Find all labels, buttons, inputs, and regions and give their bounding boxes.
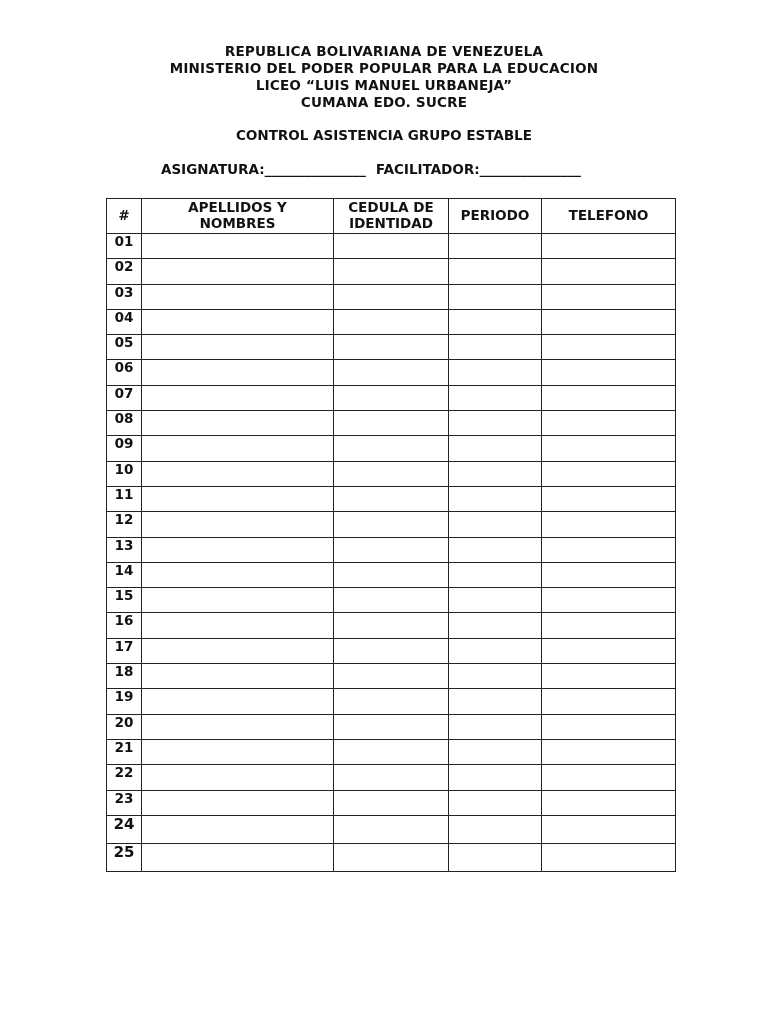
- cell-phone: [542, 411, 676, 436]
- cell-id-card: [334, 436, 449, 461]
- document-title: CONTROL ASISTENCIA GRUPO ESTABLE: [236, 128, 532, 144]
- cell-names: [142, 512, 334, 537]
- cell-period: [449, 234, 542, 259]
- cell-phone: [542, 486, 676, 511]
- header-id-line2: IDENTIDAD: [349, 216, 433, 232]
- table-row: [107, 664, 676, 689]
- cell-phone: [542, 360, 676, 385]
- cell-phone: [542, 335, 676, 360]
- table-row: [107, 562, 676, 587]
- cell-names: [142, 385, 334, 410]
- cell-phone: [542, 765, 676, 790]
- table-row: [107, 613, 676, 638]
- cell-phone: [542, 512, 676, 537]
- cell-id-card: [334, 486, 449, 511]
- cell-phone: [542, 588, 676, 613]
- cell-names: [142, 461, 334, 486]
- row-number: 24: [107, 815, 142, 843]
- cell-names: [142, 739, 334, 764]
- form-fields-line: [161, 162, 581, 179]
- cell-phone: [542, 537, 676, 562]
- cell-phone: [542, 284, 676, 309]
- header-line-school: LICEO “LUIS MANUEL URBANEJA”: [255, 78, 513, 94]
- cell-period: [449, 613, 542, 638]
- cell-id-card: [334, 689, 449, 714]
- cell-names: [142, 638, 334, 663]
- cell-id-card: [334, 461, 449, 486]
- cell-names: [142, 284, 334, 309]
- row-number: 19: [107, 689, 142, 714]
- cell-names: [142, 436, 334, 461]
- row-number: 04: [107, 309, 142, 334]
- cell-id-card: [334, 638, 449, 663]
- row-number: 06: [107, 360, 142, 385]
- cell-id-card: [334, 790, 449, 815]
- table-row: [107, 739, 676, 764]
- table-row: [107, 588, 676, 613]
- row-number: 17: [107, 638, 142, 663]
- cell-period: [449, 664, 542, 689]
- cell-period: [449, 486, 542, 511]
- cell-period: [449, 689, 542, 714]
- cell-period: [449, 638, 542, 663]
- row-number: 14: [107, 562, 142, 587]
- cell-names: [142, 309, 334, 334]
- cell-names: [142, 790, 334, 815]
- row-number: 02: [107, 259, 142, 284]
- cell-period: [449, 843, 542, 871]
- table-header-row: [107, 199, 676, 234]
- cell-phone: [542, 562, 676, 587]
- row-number: 21: [107, 739, 142, 764]
- cell-names: [142, 843, 334, 871]
- row-number: 20: [107, 714, 142, 739]
- document-header: [0, 44, 768, 112]
- cell-period: [449, 385, 542, 410]
- cell-id-card: [334, 815, 449, 843]
- row-number: 03: [107, 284, 142, 309]
- cell-period: [449, 512, 542, 537]
- header-line-ministry: MINISTERIO DEL PODER POPULAR PARA LA EDUCACION: [169, 61, 599, 77]
- cell-phone: [542, 664, 676, 689]
- cell-id-card: [334, 259, 449, 284]
- table-row: [107, 790, 676, 815]
- table-row: [107, 638, 676, 663]
- row-number: 18: [107, 664, 142, 689]
- cell-id-card: [334, 411, 449, 436]
- cell-phone: [542, 714, 676, 739]
- table-row: [107, 815, 676, 843]
- table-row: [107, 360, 676, 385]
- cell-names: [142, 714, 334, 739]
- cell-period: [449, 309, 542, 334]
- cell-phone: [542, 790, 676, 815]
- cell-id-card: [334, 765, 449, 790]
- cell-period: [449, 790, 542, 815]
- cell-id-card: [334, 714, 449, 739]
- row-number: 08: [107, 411, 142, 436]
- cell-id-card: [334, 843, 449, 871]
- cell-names: [142, 234, 334, 259]
- cell-period: [449, 537, 542, 562]
- cell-id-card: [334, 309, 449, 334]
- cell-names: [142, 765, 334, 790]
- table-row: [107, 765, 676, 790]
- cell-names: [142, 537, 334, 562]
- cell-phone: [542, 739, 676, 764]
- row-number: 12: [107, 512, 142, 537]
- row-number: 05: [107, 335, 142, 360]
- table-row: [107, 436, 676, 461]
- cell-phone: [542, 815, 676, 843]
- header-phone: TELEFONO: [542, 199, 676, 234]
- cell-id-card: [334, 588, 449, 613]
- cell-period: [449, 815, 542, 843]
- cell-id-card: [334, 664, 449, 689]
- table-row: [107, 486, 676, 511]
- cell-names: [142, 664, 334, 689]
- header-line-city: CUMANA EDO. SUCRE: [300, 95, 468, 111]
- table-row: [107, 714, 676, 739]
- row-number: 11: [107, 486, 142, 511]
- cell-names: [142, 360, 334, 385]
- table-row: [107, 259, 676, 284]
- table-row: [107, 689, 676, 714]
- cell-id-card: [334, 360, 449, 385]
- cell-period: [449, 714, 542, 739]
- header-id-card: [334, 199, 449, 234]
- cell-names: [142, 815, 334, 843]
- table-row: [107, 309, 676, 334]
- header-id-line1: CEDULA DE: [348, 200, 434, 216]
- row-number: 23: [107, 790, 142, 815]
- cell-period: [449, 588, 542, 613]
- table-row: [107, 234, 676, 259]
- table-row: [107, 461, 676, 486]
- cell-id-card: [334, 512, 449, 537]
- table-row: [107, 537, 676, 562]
- table-row: [107, 385, 676, 410]
- cell-id-card: [334, 739, 449, 764]
- cell-id-card: [334, 284, 449, 309]
- cell-period: [449, 461, 542, 486]
- cell-phone: [542, 613, 676, 638]
- cell-period: [449, 335, 542, 360]
- cell-period: [449, 411, 542, 436]
- asignatura-field: ASIGNATURA:_______________: [161, 162, 366, 178]
- attendance-table: [106, 198, 676, 872]
- table-row: [107, 843, 676, 871]
- header-names-line2: NOMBRES: [199, 216, 276, 232]
- cell-period: [449, 360, 542, 385]
- cell-id-card: [334, 234, 449, 259]
- cell-id-card: [334, 613, 449, 638]
- row-number: 16: [107, 613, 142, 638]
- row-number: 10: [107, 461, 142, 486]
- header-names-line1: APELLIDOS Y: [188, 200, 287, 216]
- row-number: 09: [107, 436, 142, 461]
- table-row: [107, 512, 676, 537]
- cell-id-card: [334, 562, 449, 587]
- cell-period: [449, 739, 542, 764]
- cell-names: [142, 486, 334, 511]
- cell-period: [449, 259, 542, 284]
- cell-names: [142, 689, 334, 714]
- cell-phone: [542, 461, 676, 486]
- cell-id-card: [334, 335, 449, 360]
- cell-names: [142, 335, 334, 360]
- cell-period: [449, 562, 542, 587]
- cell-phone: [542, 843, 676, 871]
- row-number: 22: [107, 765, 142, 790]
- cell-names: [142, 411, 334, 436]
- cell-names: [142, 613, 334, 638]
- row-number: 25: [107, 843, 142, 871]
- cell-id-card: [334, 537, 449, 562]
- cell-phone: [542, 436, 676, 461]
- header-period: PERIODO: [449, 199, 542, 234]
- cell-names: [142, 562, 334, 587]
- cell-names: [142, 588, 334, 613]
- table-row: [107, 411, 676, 436]
- cell-period: [449, 436, 542, 461]
- table-row: [107, 335, 676, 360]
- cell-phone: [542, 309, 676, 334]
- header-line-republic: REPUBLICA BOLIVARIANA DE VENEZUELA: [224, 44, 544, 60]
- header-number: #: [107, 199, 142, 234]
- row-number: 01: [107, 234, 142, 259]
- cell-period: [449, 765, 542, 790]
- table-row: [107, 284, 676, 309]
- row-number: 15: [107, 588, 142, 613]
- header-names: [142, 199, 334, 234]
- cell-phone: [542, 689, 676, 714]
- cell-phone: [542, 259, 676, 284]
- cell-phone: [542, 385, 676, 410]
- cell-names: [142, 259, 334, 284]
- cell-phone: [542, 234, 676, 259]
- row-number: 07: [107, 385, 142, 410]
- facilitador-field: FACILITADOR:_______________: [375, 162, 581, 178]
- cell-period: [449, 284, 542, 309]
- cell-phone: [542, 638, 676, 663]
- cell-id-card: [334, 385, 449, 410]
- row-number: 13: [107, 537, 142, 562]
